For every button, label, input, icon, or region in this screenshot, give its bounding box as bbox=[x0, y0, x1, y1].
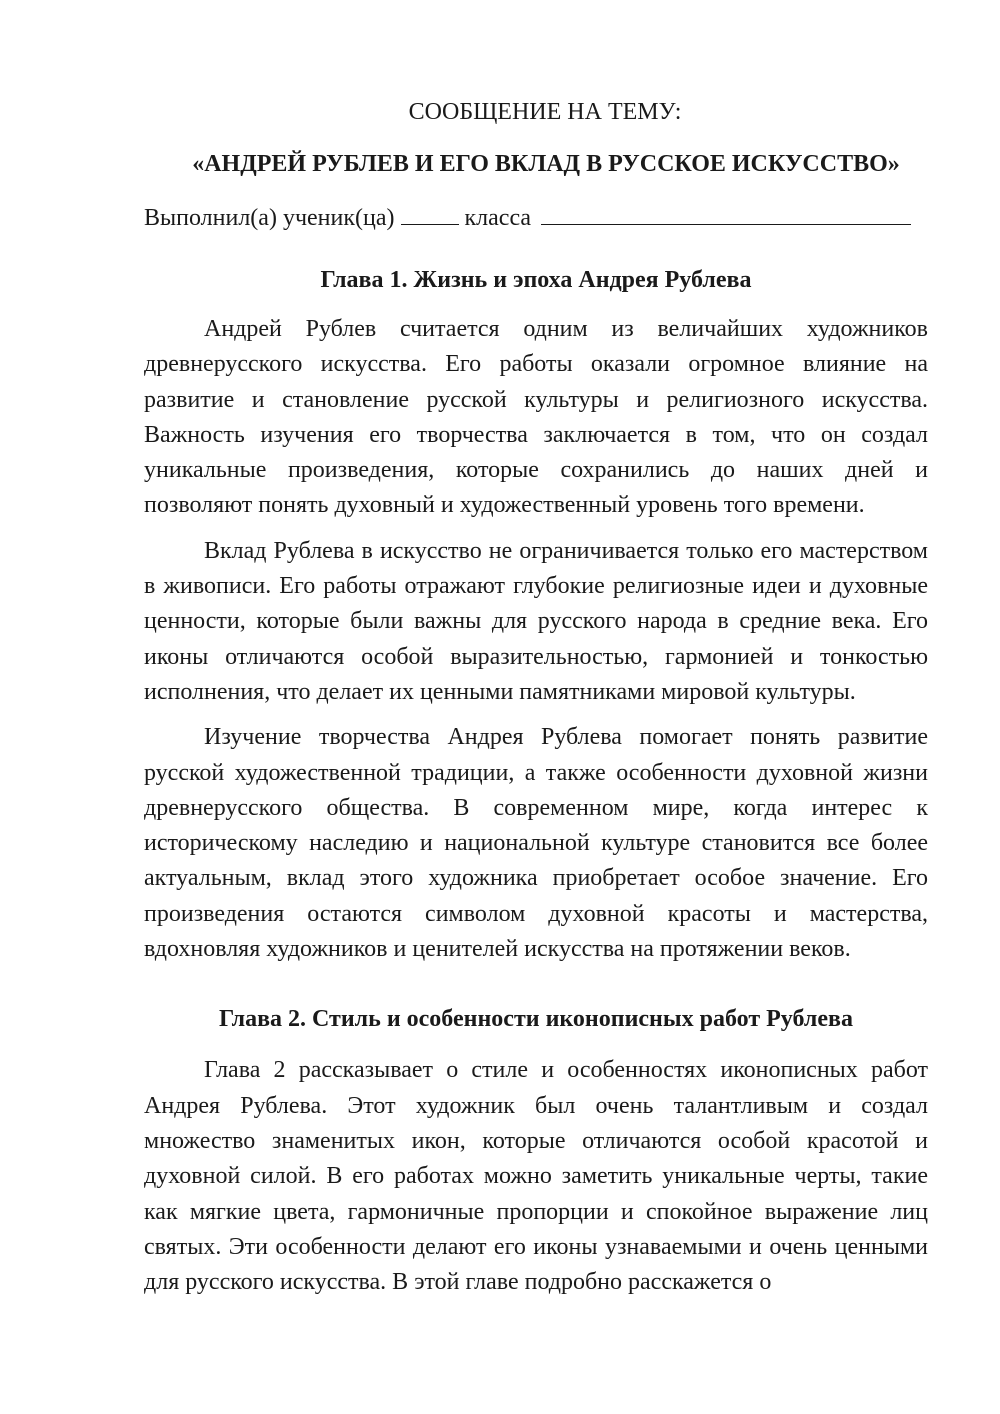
chapter-1 bbox=[144, 262, 928, 967]
author-line bbox=[144, 200, 928, 236]
class-word: класса bbox=[464, 205, 532, 231]
chapter-1-paragraph-1: Андрей Рублев считается одним из величайших художников древнерусского искусства. Его работы оказали огромное влияние на развитие и становление русской культуры и религиозного искусства. Важность изучения его творчества заключается в том, что он создал уникальные произведения, которые сохранились до наших дней и позволяют понять духовный и художественный уровень того времени. bbox=[144, 316, 928, 519]
chapter-1-paragraph-3: Изучение творчества Андрея Рублева помогает понять развитие русской художественной традиции, а также особенности духовной жизни древнерусского общества. В современном мире, когда интерес к историческому наследию и национальной культуре становится все более актуальным, вклад этого художника приобретает особое значение. Его произведения остаются символом духовной красоты и мастерства, вдохновляя художников и ценителей искусства на протяжении веков. bbox=[144, 724, 928, 963]
chapter-1-paragraph-2: Вклад Рублева в искусство не ограничивается только его мастерством в живописи. Его работы отражают глубокие религиозные идеи и духовные ценности, которые были важны для русского народа в средние века. Его иконы отличаются особой выразительностью, гармонией и тонкостью исполнения, что делает их ценными памятниками мировой культуры. bbox=[144, 537, 928, 705]
report-title: «АНДРЕЙ РУБЛЕВ И ЕГО ВКЛАД В РУССКОЕ ИСКУССТВО» bbox=[192, 151, 900, 177]
report-type-line: СООБЩЕНИЕ НА ТЕМУ: bbox=[408, 99, 682, 125]
chapter-2-heading: Глава 2. Стиль и особенности иконописных работ Рублева bbox=[219, 1006, 853, 1033]
grade-blank bbox=[401, 200, 459, 225]
chapter-2 bbox=[144, 1001, 928, 1300]
name-blank bbox=[541, 200, 911, 225]
author-prefix: Выполнил(а) ученик(ца) bbox=[144, 205, 395, 231]
chapter-1-heading: Глава 1. Жизнь и эпоха Андрея Рублева bbox=[320, 267, 752, 293]
chapter-2-paragraph-1: Глава 2 рассказывает о стиле и особенностях иконописных работ Андрея Рублева. Этот художник был очень талантливым и создал множество знаменитых икон, которые отличаются особой красотой и духовной силой. В его работах можно заметить уникальные черты, такие как мягкие цвета, гармоничные пропорции и спокойное выражение лиц святых. Эти особенности делают его иконы узнаваемыми и очень ценными для русского искусства. В этой главе подробно расскажется о bbox=[144, 1057, 928, 1296]
